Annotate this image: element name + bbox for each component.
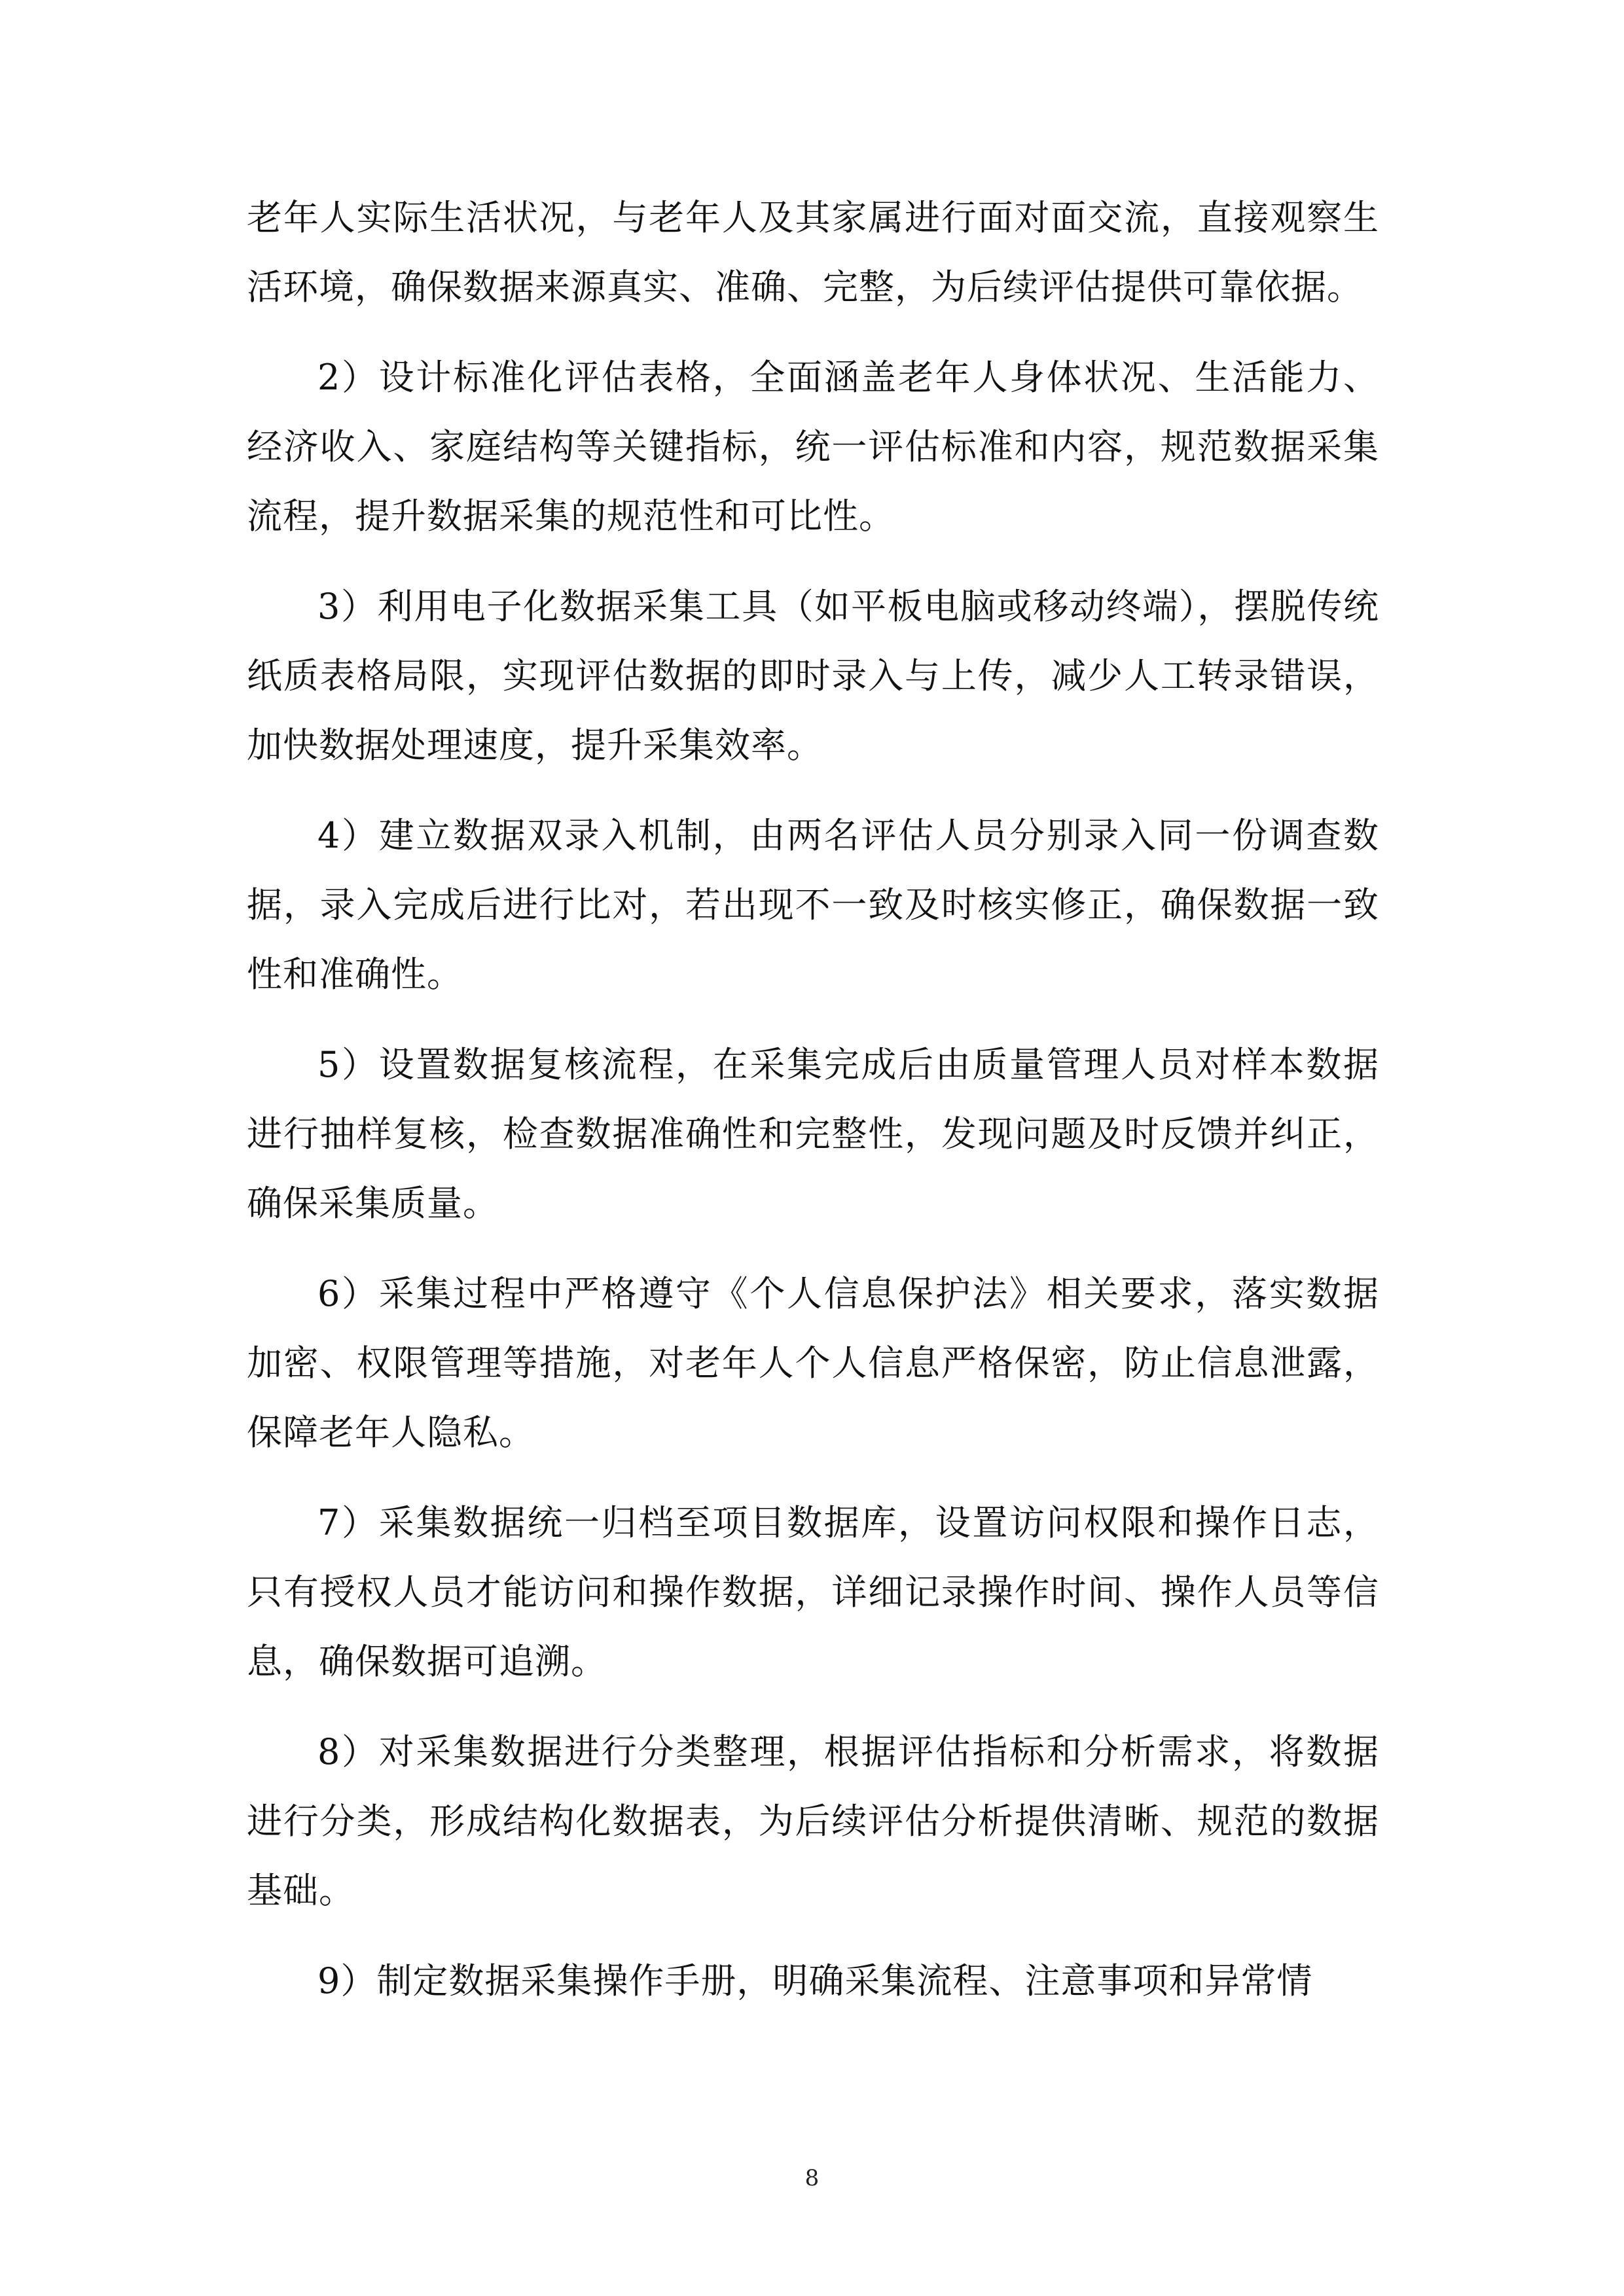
paragraph-item-6: 6）采集过程中严格遵守《个人信息保护法》相关要求，落实数据加密、权限管理等措施，对老年人个人信息严格保密，防止信息泄露，保障老年人隐私。 [247, 1273, 1379, 1453]
paragraph-item-5: 5）设置数据复核流程，在采集完成后由质量管理人员对样本数据进行抽样复核，检查数据准确性和完整性，发现问题及时反馈并纠正，确保采集质量。 [247, 1044, 1379, 1224]
paragraph-item-9: 9）制定数据采集操作手册，明确采集流程、注意事项和异常情 [317, 1960, 1313, 2001]
paragraph-continuation: 老年人实际生活状况，与老年人及其家属进行面对面交流，直接观察生活环境，确保数据来源真实、准确、完整，为后续评估提供可靠依据。 [247, 197, 1379, 308]
paragraph-item-2: 2）设计标准化评估表格，全面涵盖老年人身体状况、生活能力、经济收入、家庭结构等关键指标，统一评估标准和内容，规范数据采集流程，提升数据采集的规范性和可比性。 [247, 357, 1379, 537]
paragraph-item-8: 8）对采集数据进行分类整理，根据评估指标和分析需求，将数据进行分类，形成结构化数据表，为后续评估分析提供清晰、规范的数据基础。 [247, 1731, 1379, 1911]
document-body [247, 183, 1379, 2037]
page-number: 8 [804, 2165, 820, 2191]
paragraph-item-3: 3）利用电子化数据采集工具（如平板电脑或移动终端），摆脱传统纸质表格局限，实现评估数据的即时录入与上传，减少人工转录错误，加快数据处理速度，提升采集效率。 [247, 586, 1379, 766]
paragraph-item-7: 7）采集数据统一归档至项目数据库，设置访问权限和操作日志，只有授权人员才能访问和操作数据，详细记录操作时间、操作人员等信息，确保数据可追溯。 [247, 1502, 1379, 1682]
paragraph-item-4: 4）建立数据双录入机制，由两名评估人员分别录入同一份调查数据，录入完成后进行比对，若出现不一致及时核实修正，确保数据一致性和准确性。 [247, 815, 1379, 995]
